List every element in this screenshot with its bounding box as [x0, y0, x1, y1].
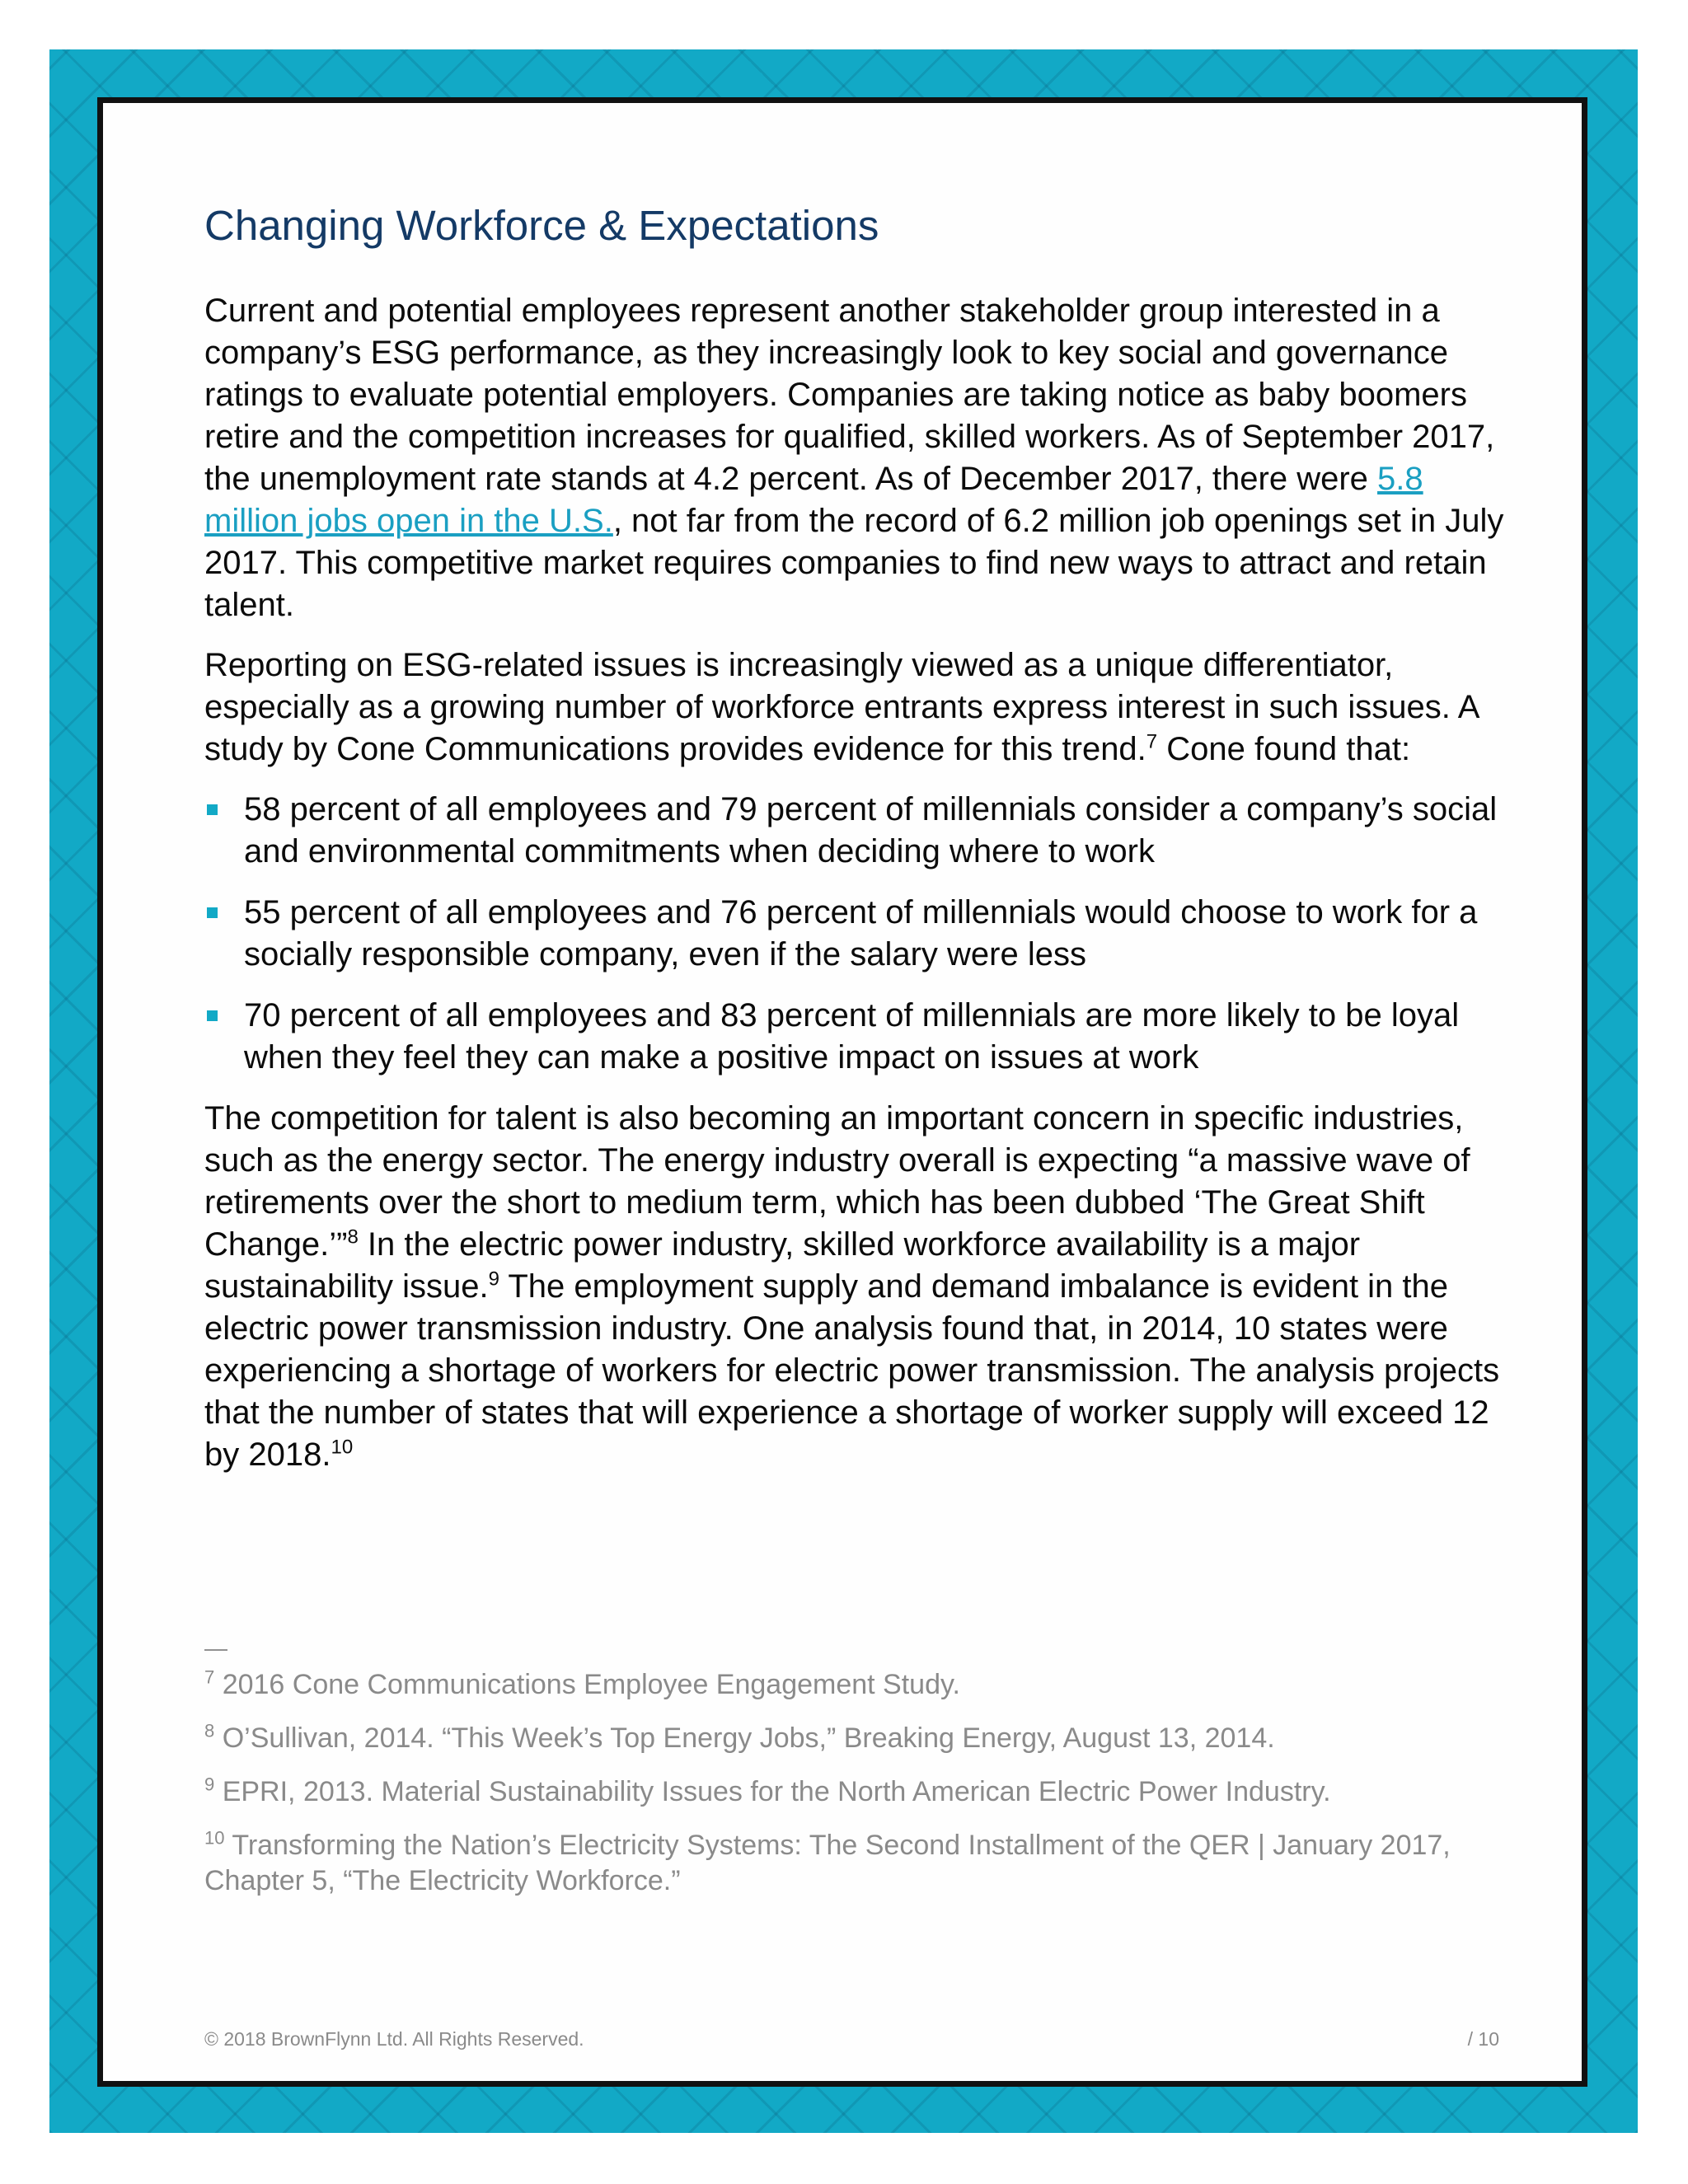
footnote-ref-8: 8: [347, 1226, 359, 1249]
document-page: [97, 97, 1587, 2087]
square-bullet-icon: [207, 1010, 218, 1021]
footnote-text: O’Sullivan, 2014. “This Week’s Top Energy Jobs,” Breaking Energy, August 13, 2014.: [214, 1722, 1275, 1754]
footnote-9: [204, 1774, 1519, 1810]
paragraph-1-text-b: , not far from the record of 6.2 million job openings set in July 2017. This competitive market requires companies to find new ways to attract and retain talent.: [204, 503, 1504, 624]
jobs-open-link[interactable]: 5.8 million jobs open in the U.S.: [204, 461, 1423, 540]
findings-list: [204, 789, 1519, 1079]
paragraph-2-text-a: Reporting on ESG-related issues is increasingly viewed as a unique differentiator, especially as a growing number of workforce entrants express interest in such issues. A study by Cone Communications provides evidence for this trend.: [204, 647, 1479, 768]
list-item: [204, 789, 1519, 873]
footnote-ref-7: 7: [1146, 730, 1158, 753]
list-item: [204, 892, 1519, 976]
paragraph-1-text-a: Current and potential employees represent another stakeholder group interested in a company’s ESG performance, as they increasingly look to key social and governance ratings to evaluate potential employers. Companies are taking notice as baby boomers retire and the competition increases for qualified, skilled workers. As of September 2017, the unemployment rate stands at 4.2 percent. As of December 2017, there were: [204, 293, 1495, 498]
main-content: [204, 200, 1519, 1494]
footnote-ref-9: 9: [488, 1268, 499, 1291]
paragraph-3: [204, 1098, 1519, 1476]
paragraph-1: [204, 290, 1519, 626]
footnote-8: [204, 1721, 1519, 1756]
footnote-text: Transforming the Nation’s Electricity Systems: The Second Installment of the QER | January 2017, Chapter 5, “The Electricity Workforce.”: [204, 1830, 1451, 1896]
footnote-7: [204, 1667, 1519, 1703]
paragraph-3-text-b: In the electric power industry, skilled workforce availability is a major sustainability issue.: [204, 1226, 1361, 1305]
list-item-text: 58 percent of all employees and 79 percent of millennials consider a company’s social and environmental commitments when deciding where to work: [244, 791, 1498, 870]
footnote-text: 2016 Cone Communications Employee Engagement Study.: [214, 1669, 960, 1700]
footnotes-section: [204, 1636, 1519, 1917]
footnote-divider: —: [204, 1635, 227, 1661]
copyright-notice: © 2018 BrownFlynn Ltd. All Rights Reserved.: [204, 2028, 584, 2050]
paragraph-3-text-c: The employment supply and demand imbalance is evident in the electric power transmission industry. One analysis found that, in 2014, 10 states were experiencing a shortage of workers for electric power transmission. The analysis projects that the number of states that will experience a shortage of worker supply will exceed 12 by 2018.: [204, 1268, 1500, 1474]
list-item-text: 55 percent of all employees and 76 percent of millennials would choose to work for a socially responsible company, even if the salary were less: [244, 894, 1478, 973]
footnote-ref-10: 10: [331, 1436, 354, 1459]
paragraph-2: [204, 644, 1519, 771]
list-item-text: 70 percent of all employees and 83 percent of millennials are more likely to be loyal when they feel they can make a positive impact on issues at work: [244, 997, 1460, 1076]
paragraph-3-text-a: The competition for talent is also becoming an important concern in specific industries, such as the energy sector. The energy industry overall is expecting “a massive wave of retirements over the short to medium term, which has been dubbed ‘The Great Shift Change.’”: [204, 1100, 1470, 1263]
footnote-text: EPRI, 2013. Material Sustainability Issues for the North American Electric Power Industry.: [214, 1776, 1331, 1807]
footnote-number: 10: [204, 1827, 225, 1849]
list-item: [204, 995, 1519, 1079]
footnote-10: [204, 1828, 1519, 1899]
footnote-number: 8: [204, 1720, 215, 1741]
page-number: / 10: [1467, 2028, 1499, 2050]
paragraph-2-text-b: Cone found that:: [1157, 731, 1411, 768]
page-title: Changing Workforce & Expectations: [204, 202, 879, 249]
square-bullet-icon: [207, 907, 218, 918]
square-bullet-icon: [207, 804, 218, 815]
footnote-number: 7: [204, 1666, 215, 1688]
footnote-number: 9: [204, 1774, 215, 1795]
